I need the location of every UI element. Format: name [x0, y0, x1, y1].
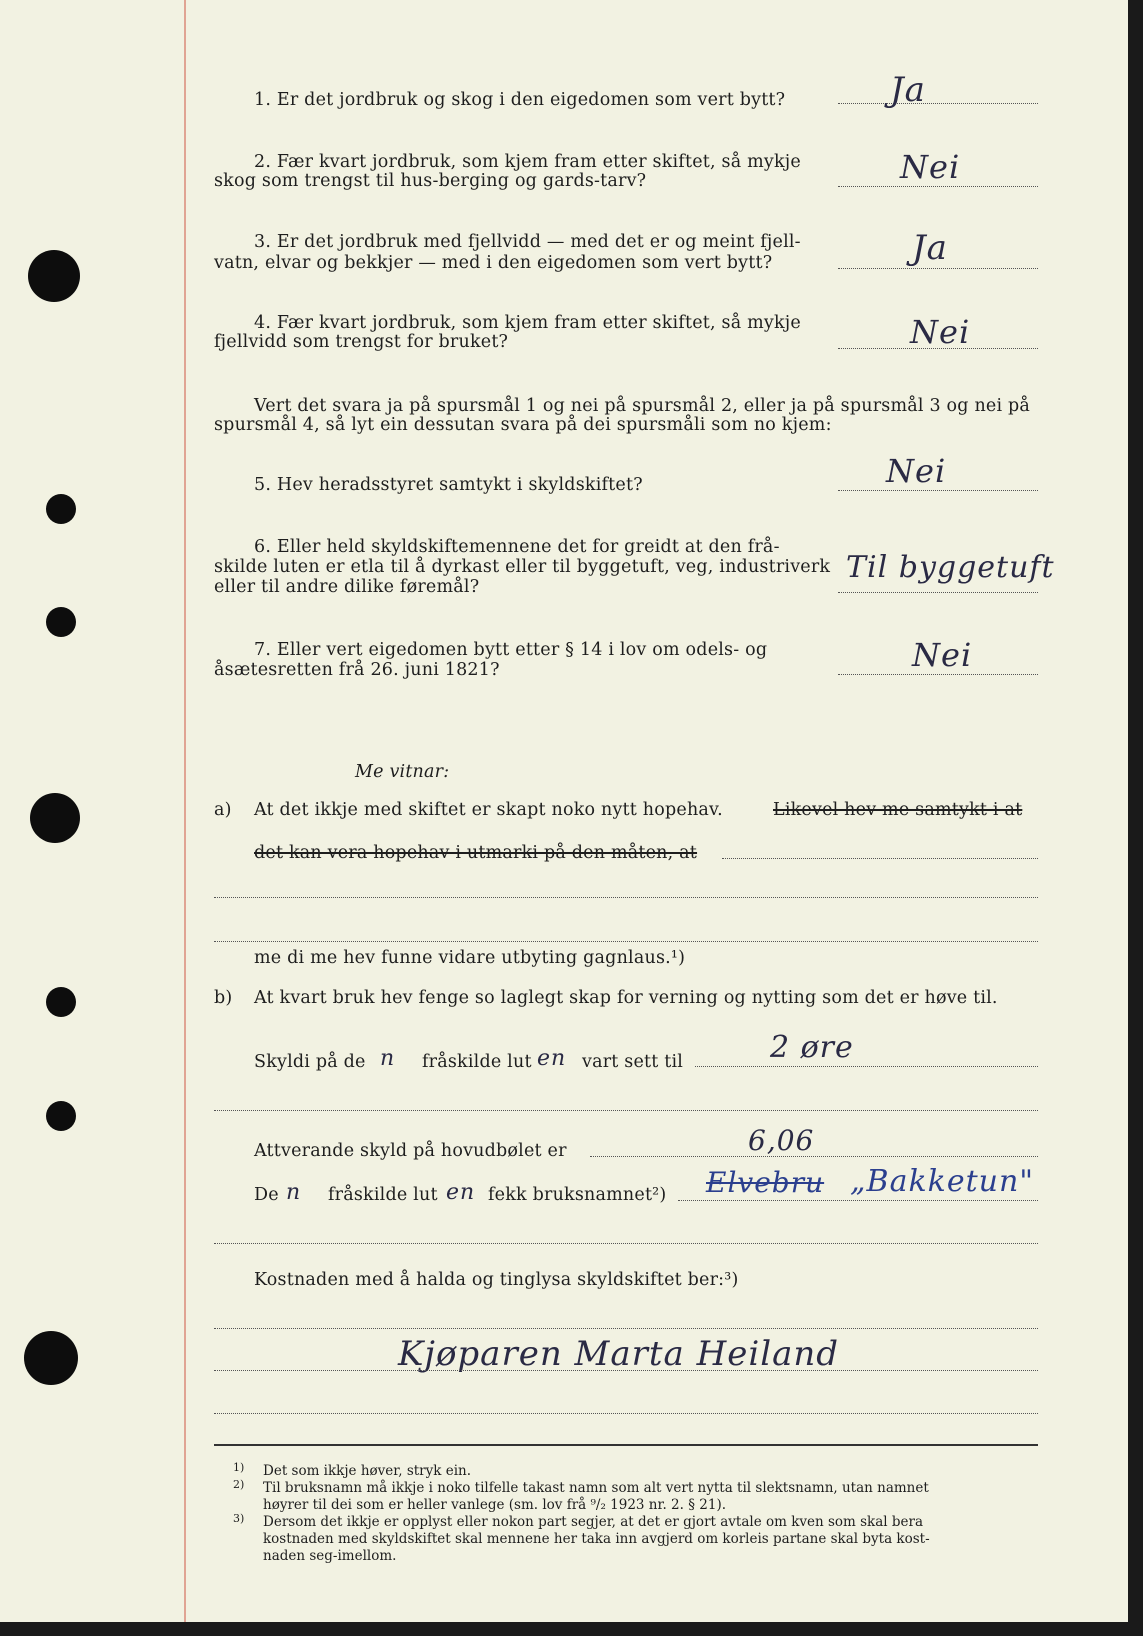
kostnad-label: Kostnaden med å halda og tinglysa skyldskiftet ber:³): [254, 1270, 739, 1290]
bruksnamn-mid: fråskilde lut: [328, 1185, 438, 1205]
blank-line: [214, 1110, 1038, 1111]
witness-a-struck2: det kan vera hopehav i utmarki på den måten, at: [254, 843, 698, 863]
answer-line-3: [838, 268, 1038, 269]
skyld-hw1: n: [380, 1046, 396, 1071]
margin-rule: [184, 0, 186, 1622]
question-3-line2: vatn, elvar og bekkjer — med i den eigedomen som vert bytt?: [214, 253, 773, 273]
answer-6: Til byggetuft: [846, 550, 1055, 585]
footnote-1-line1: Det som ikkje høver, stryk ein.: [263, 1463, 472, 1479]
question-6-line3: eller til andre dilike føremål?: [214, 577, 480, 597]
answer-7: Nei: [912, 636, 973, 674]
attverande-label: Attverande skyld på hovudbølet er: [254, 1141, 567, 1161]
question-7-line1: 7. Eller vert eigedomen bytt etter § 14 i lov om odels- og: [254, 640, 768, 660]
blank-line: [214, 1370, 1038, 1371]
answer-4: Nei: [910, 313, 971, 351]
footnote-3-line2: kostnaden med skyldskiftet skal mennene her taka inn avgjerd om korleis partane skal byta kost-: [263, 1531, 930, 1547]
witness-a-text: At det ikkje med skiftet er skapt noko nytt hopehav.: [254, 800, 723, 820]
question-4-line2: fjellvidd som trengst for bruket?: [214, 332, 509, 352]
footnote-1-mark: 1): [233, 1461, 245, 1474]
footnote-2-line1: Til bruksnamn må ikkje i noko tilfelle takast namn som alt vert nytta til slektsnamn, utan namnet: [263, 1480, 929, 1496]
kostnad-value: Kjøparen Marta Heiland: [398, 1334, 840, 1374]
attverande-value: 6,06: [748, 1124, 815, 1157]
answer-line-5: [838, 490, 1038, 491]
footnote-3-line1: Dersom det ikkje er opplyst eller nokon part segjer, at det er gjort avtale om kven som skal bera: [263, 1514, 924, 1530]
punch-hole: [46, 607, 76, 637]
blank-line: [214, 1413, 1038, 1414]
punch-hole: [46, 494, 76, 524]
skyld-value: 2 øre: [770, 1030, 854, 1065]
punch-hole: [30, 793, 80, 843]
answer-2: Nei: [900, 148, 961, 186]
answer-3: Ja: [912, 228, 948, 268]
witness-a-line: [722, 858, 1038, 859]
question-2-line1: 2. Fær kvart jordbruk, som kjem fram etter skiftet, så mykje: [254, 152, 801, 172]
footnote-2-mark: 2): [233, 1478, 245, 1491]
question-4-line1: 4. Fær kvart jordbruk, som kjem fram etter skiftet, så mykje: [254, 313, 801, 333]
footnote-3-mark: 3): [233, 1512, 245, 1525]
question-7-line2: åsætesretten frå 26. juni 1821?: [214, 660, 500, 680]
blank-line: [214, 897, 1038, 898]
punch-hole: [46, 1101, 76, 1131]
answer-line-7: [838, 674, 1038, 675]
question-2-line2: skog som trengst til hus-berging og gards-tarv?: [214, 171, 647, 191]
witness-a-label: a): [214, 800, 232, 820]
bruksnamn-value: „Bakketun": [850, 1164, 1035, 1199]
blank-line: [214, 941, 1038, 942]
skyld-prefix: Skyldi på de: [254, 1052, 366, 1072]
footnote-rule: [214, 1444, 1038, 1446]
answer-line-6: [838, 592, 1038, 593]
answer-line-2: [838, 186, 1038, 187]
answer-1: Ja: [890, 70, 926, 110]
blank-line: [214, 1243, 1038, 1244]
bruksnamn-hw2: en: [446, 1180, 476, 1205]
punch-hole: [28, 250, 80, 302]
question-6-line1: 6. Eller held skyldskiftemennene det for greidt at den frå-: [254, 537, 780, 557]
bruksnamn-struck: Elvebru: [706, 1166, 825, 1199]
intro-line2: spursmål 4, så lyt ein dessutan svara på dei spursmåli som no kjem:: [214, 415, 832, 435]
skyld-hw2: en: [537, 1046, 567, 1071]
witness-a-struck1: Likevel hev me samtykt i at: [773, 800, 1023, 820]
question-5: 5. Hev heradsstyret samtykt i skyldskiftet?: [254, 475, 643, 495]
skyld-mid: fråskilde lut: [422, 1052, 532, 1072]
witness-a-end: me di me hev funne vidare utbyting gagnlaus.¹): [254, 948, 686, 968]
bruksnamn-hw1: n: [286, 1180, 302, 1205]
punch-hole: [24, 1331, 78, 1385]
witness-b-label: b): [214, 988, 233, 1008]
bruksnamn-suffix: fekk bruksnamnet²): [488, 1185, 667, 1205]
question-3-line1: 3. Er det jordbruk med fjellvidd — med det er og meint fjell-: [254, 232, 801, 252]
footnote-3-line3: naden seg-imellom.: [263, 1548, 397, 1564]
answer-line-1: [838, 103, 1038, 104]
answer-5: Nei: [886, 452, 947, 490]
intro-line1: Vert det svara ja på spursmål 1 og nei på spursmål 2, eller ja på spursmål 3 og nei på: [254, 396, 1031, 416]
punch-hole: [46, 987, 76, 1017]
bruksnamn-line: [678, 1200, 1038, 1201]
blank-line: [214, 1328, 1038, 1329]
witness-heading: Me vitnar:: [355, 762, 450, 782]
footnote-2-line2: høyrer til dei som er heller vanlege (sm. lov frå ⁹/₂ 1923 nr. 2. § 21).: [263, 1497, 727, 1513]
bruksnamn-prefix: De: [254, 1185, 279, 1205]
question-6-line2: skilde luten er etla til å dyrkast eller til byggetuft, veg, industriverk: [214, 557, 831, 577]
question-1: 1. Er det jordbruk og skog i den eigedomen som vert bytt?: [254, 90, 786, 110]
skyld-line: [695, 1066, 1038, 1067]
witness-b-text: At kvart bruk hev fenge so laglegt skap for verning og nytting som det er høve til.: [254, 988, 998, 1008]
skyld-suffix: vart sett til: [582, 1052, 684, 1072]
